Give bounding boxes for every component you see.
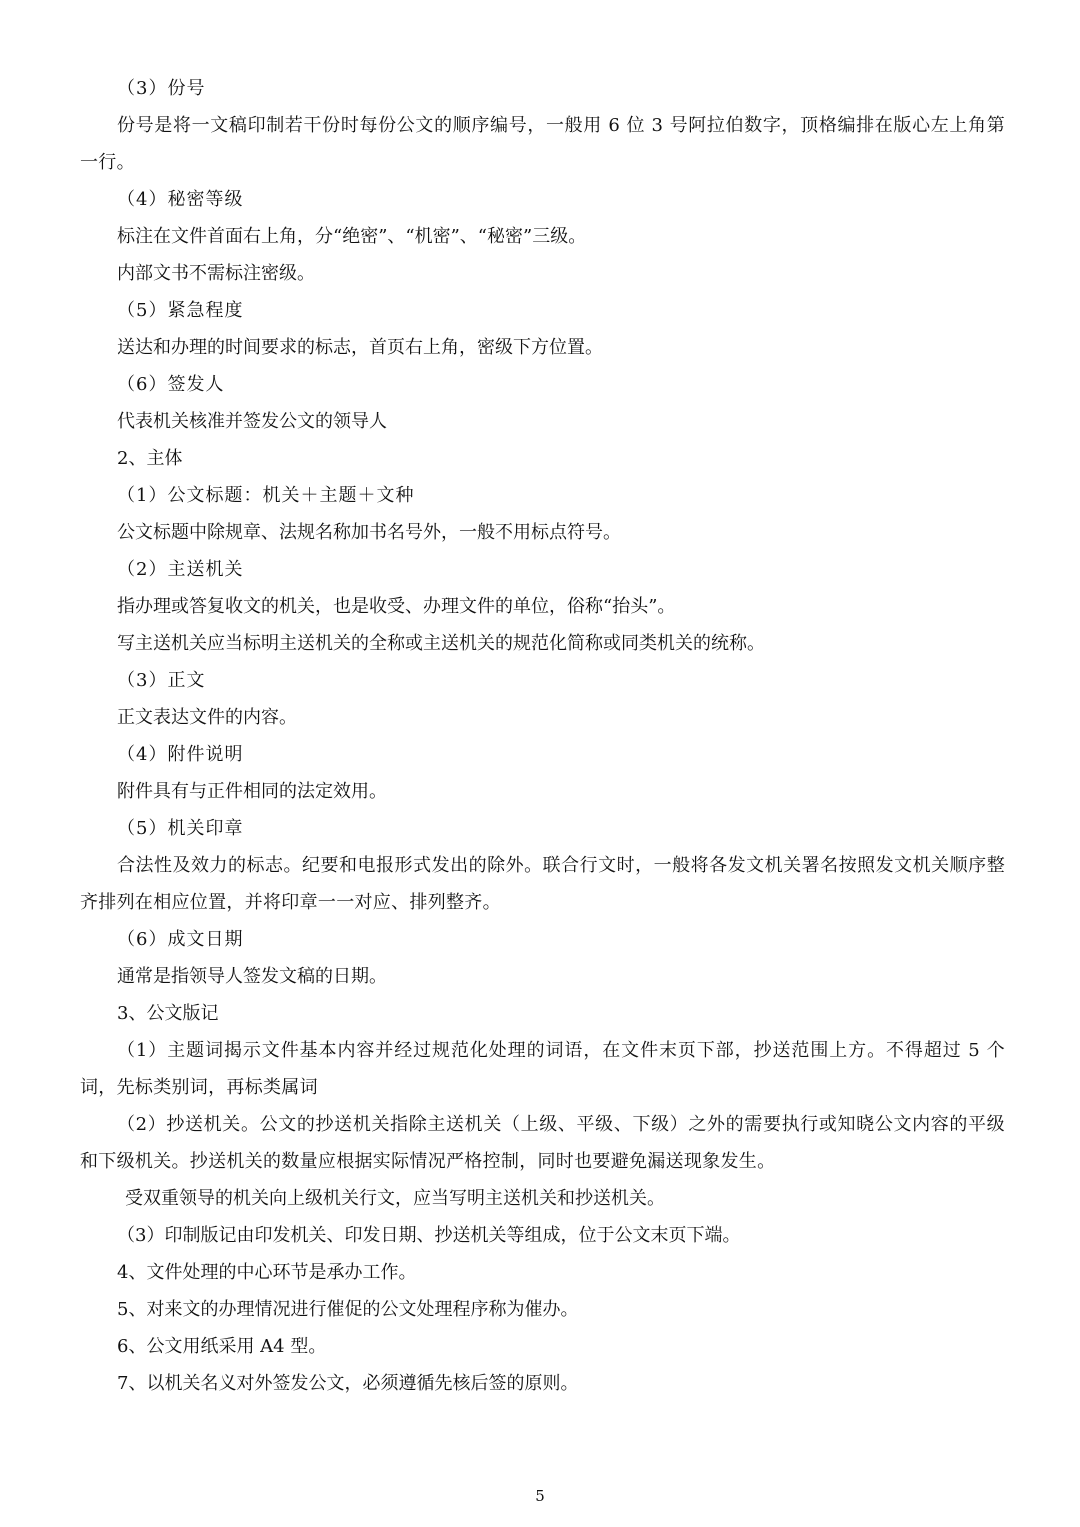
paragraph-print-record: （3）印制版记由印发机关、印发日期、抄送机关等组成，位于公文末页下端。 bbox=[117, 1225, 741, 1246]
paragraph-keywords: （1）主题词揭示文件基本内容并经过规范化处理的词语，在文件末页下部，抄送范围上方。不得超过 5 个词，先标类别词，再标类属词 bbox=[80, 1040, 1005, 1098]
subheading-title: （1）公文标题：机关＋主题＋文种 bbox=[117, 485, 415, 506]
paragraph-main-recipient-naming: 写主送机关应当标明主送机关的全称或主送机关的规范化简称或同类机关的统称。 bbox=[117, 633, 765, 654]
paragraph-date: 通常是指领导人签发文稿的日期。 bbox=[117, 966, 387, 987]
subheading-issuer: （6）签发人 bbox=[117, 374, 225, 395]
page-number: 5 bbox=[535, 1487, 545, 1505]
subheading-urgency: （5）紧急程度 bbox=[117, 300, 244, 321]
paragraph-dual-leadership: 受双重领导的机关向上级机关行文，应当写明主送机关和抄送机关。 bbox=[125, 1188, 665, 1209]
item-4: 4、文件处理的中心环节是承办工作。 bbox=[117, 1262, 417, 1283]
paragraph-urgency: 送达和办理的时间要求的标志，首页右上角，密级下方位置。 bbox=[117, 337, 603, 358]
paragraph-main-text: 正文表达文件的内容。 bbox=[117, 707, 297, 728]
subheading-secrecy-level: （4）秘密等级 bbox=[117, 189, 244, 210]
paragraph-copy-recipients: （2）抄送机关。公文的抄送机关指除主送机关（上级、平级、下级）之外的需要执行或知晓公文内容的平级和下级机关。抄送机关的数量应根据实际情况严格控制，同时也要避免漏送现象发生。 bbox=[80, 1114, 1005, 1172]
item-6: 6、公文用纸采用 A4 型。 bbox=[117, 1336, 327, 1357]
document-body bbox=[80, 70, 1005, 1402]
subheading-serial-number: （3）份号 bbox=[117, 78, 206, 99]
subheading-seal: （5）机关印章 bbox=[117, 818, 244, 839]
paragraph-issuer: 代表机关核准并签发公文的领导人 bbox=[117, 411, 387, 432]
subheading-attachment: （4）附件说明 bbox=[117, 744, 244, 765]
paragraph-secrecy-level: 标注在文件首面右上角，分“绝密”、“机密”、“秘密”三级。 bbox=[117, 226, 587, 247]
paragraph-internal-docs: 内部文书不需标注密级。 bbox=[117, 263, 315, 284]
heading-main-body: 2、主体 bbox=[117, 448, 183, 469]
item-7: 7、以机关名义对外签发公文，必须遵循先核后签的原则。 bbox=[117, 1373, 579, 1394]
paragraph-title: 公文标题中除规章、法规名称加书名号外，一般不用标点符号。 bbox=[117, 522, 621, 543]
subheading-date: （6）成文日期 bbox=[117, 929, 244, 950]
paragraph-serial-number: 份号是将一文稿印制若干份时每份公文的顺序编号，一般用 6 位 3 号阿拉伯数字，顶格编排在版心左上角第一行。 bbox=[80, 115, 1005, 173]
paragraph-attachment: 附件具有与正件相同的法定效用。 bbox=[117, 781, 387, 802]
item-5: 5、对来文的办理情况进行催促的公文处理程序称为催办。 bbox=[117, 1299, 579, 1320]
heading-record: 3、公文版记 bbox=[117, 1003, 219, 1024]
subheading-main-recipient: （2）主送机关 bbox=[117, 559, 244, 580]
subheading-main-text: （3）正文 bbox=[117, 670, 206, 691]
paragraph-main-recipient: 指办理或答复收文的机关，也是收受、办理文件的单位，俗称“抬头”。 bbox=[117, 596, 676, 617]
paragraph-seal: 合法性及效力的标志。纪要和电报形式发出的除外。联合行文时，一般将各发文机关署名按照发文机关顺序整齐排列在相应位置，并将印章一一对应、排列整齐。 bbox=[80, 855, 1005, 913]
